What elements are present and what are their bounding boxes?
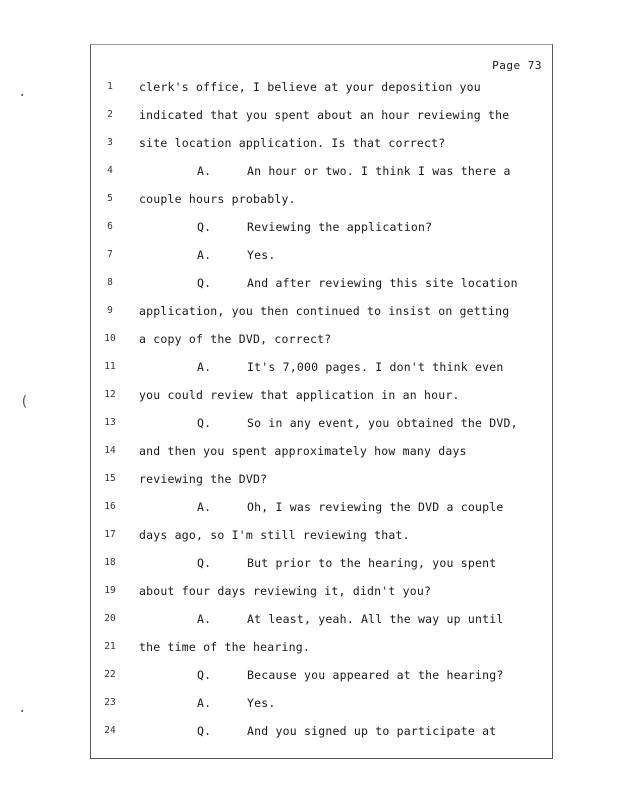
line-body: Yes. [247, 248, 276, 262]
line-text [139, 497, 546, 517]
transcript-line [91, 413, 552, 433]
transcript-line [91, 161, 552, 181]
line-body: It's 7,000 pages. I don't think even [247, 360, 504, 374]
line-text [139, 665, 546, 685]
line-text [139, 133, 546, 153]
transcript-line [91, 581, 552, 601]
transcript-line [91, 105, 552, 125]
line-number: 18 [104, 557, 116, 568]
transcript-line [91, 385, 552, 405]
line-body: couple hours probably. [139, 192, 296, 206]
line-body: Reviewing the application? [247, 220, 433, 234]
line-number: 1 [107, 81, 113, 92]
line-text [139, 385, 546, 405]
line-body: site location application. Is that correct? [139, 136, 446, 150]
line-body: reviewing the DVD? [139, 472, 268, 486]
line-number: 3 [107, 137, 113, 148]
transcript-line [91, 217, 552, 237]
line-body: application, you then continued to insist on getting [139, 304, 510, 318]
line-number: 5 [107, 193, 113, 204]
margin-mark: · [18, 704, 27, 720]
line-body: An hour or two. I think I was there a [247, 164, 511, 178]
line-text [139, 441, 546, 461]
line-text [139, 217, 546, 237]
margin-mark: ( [20, 394, 29, 410]
line-text [139, 105, 546, 125]
speaker-label: A. [197, 164, 212, 178]
speaker-label: Q. [197, 668, 212, 682]
line-number: 8 [107, 277, 113, 288]
line-text [139, 329, 546, 349]
line-number: 12 [104, 389, 116, 400]
transcript-line [91, 497, 552, 517]
transcript-line [91, 609, 552, 629]
transcript-line [91, 441, 552, 461]
transcript-line [91, 525, 552, 545]
transcript-line [91, 245, 552, 265]
line-number: 20 [104, 613, 116, 624]
speaker-label: Q. [197, 556, 212, 570]
line-number: 4 [107, 165, 113, 176]
speaker-label: Q. [197, 276, 212, 290]
line-body: And you signed up to participate at [247, 724, 497, 738]
line-body: about four days reviewing it, didn't you? [139, 584, 432, 598]
page-number: Page 73 [492, 59, 542, 72]
transcript-line [91, 301, 552, 321]
line-body: indicated that you spent about an hour reviewing the [139, 108, 510, 122]
speaker-label: A. [197, 696, 212, 710]
line-number: 11 [104, 361, 116, 372]
speaker-label: A. [197, 360, 212, 374]
transcript-line [91, 637, 552, 657]
line-body: Because you appeared at the hearing? [247, 668, 504, 682]
line-number: 22 [104, 669, 116, 680]
line-body: So in any event, you obtained the DVD, [247, 416, 518, 430]
line-number: 9 [107, 305, 113, 316]
line-body: the time of the hearing. [139, 640, 310, 654]
transcript-line [91, 553, 552, 573]
transcript-line [91, 721, 552, 741]
line-text [139, 469, 546, 489]
line-body: you could review that application in an hour. [139, 388, 460, 402]
transcript-line [91, 693, 552, 713]
margin-mark: · [18, 88, 27, 104]
speaker-label: A. [197, 500, 212, 514]
line-number: 2 [107, 109, 113, 120]
line-text [139, 245, 546, 265]
line-number: 7 [107, 249, 113, 260]
transcript-line [91, 329, 552, 349]
line-text [139, 189, 546, 209]
line-text [139, 77, 546, 97]
line-number: 24 [104, 725, 116, 736]
line-number: 13 [104, 417, 116, 428]
line-body: Oh, I was reviewing the DVD a couple [247, 500, 504, 514]
line-body: a copy of the DVD, correct? [139, 332, 332, 346]
line-text [139, 637, 546, 657]
line-number: 21 [104, 641, 116, 652]
transcript-line [91, 357, 552, 377]
line-text [139, 301, 546, 321]
transcript-page [90, 44, 553, 759]
transcript-line [91, 469, 552, 489]
line-text [139, 553, 546, 573]
line-body: But prior to the hearing, you spent [247, 556, 497, 570]
line-body: At least, yeah. All the way up until [247, 612, 504, 626]
line-number: 6 [107, 221, 113, 232]
transcript-line [91, 665, 552, 685]
line-text [139, 413, 546, 433]
line-text [139, 357, 546, 377]
line-body: And after reviewing this site location [247, 276, 518, 290]
line-number: 14 [104, 445, 116, 456]
speaker-label: Q. [197, 416, 212, 430]
line-text [139, 581, 546, 601]
line-text [139, 161, 546, 181]
line-number: 17 [104, 529, 116, 540]
line-number: 16 [104, 501, 116, 512]
speaker-label: Q. [197, 724, 212, 738]
line-number: 19 [104, 585, 116, 596]
line-body: and then you spent approximately how many days [139, 444, 467, 458]
speaker-label: Q. [197, 220, 212, 234]
transcript-line [91, 273, 552, 293]
speaker-label: A. [197, 612, 212, 626]
line-body: clerk's office, I believe at your deposition you [139, 80, 481, 94]
line-body: Yes. [247, 696, 276, 710]
speaker-label: A. [197, 248, 212, 262]
line-text [139, 693, 546, 713]
line-body: days ago, so I'm still reviewing that. [139, 528, 410, 542]
line-text [139, 525, 546, 545]
transcript-line [91, 189, 552, 209]
transcript-line [91, 133, 552, 153]
transcript-line [91, 77, 552, 97]
line-number: 23 [104, 697, 116, 708]
line-number: 10 [104, 333, 116, 344]
line-number: 15 [104, 473, 116, 484]
line-text [139, 721, 546, 741]
line-text [139, 273, 546, 293]
line-text [139, 609, 546, 629]
